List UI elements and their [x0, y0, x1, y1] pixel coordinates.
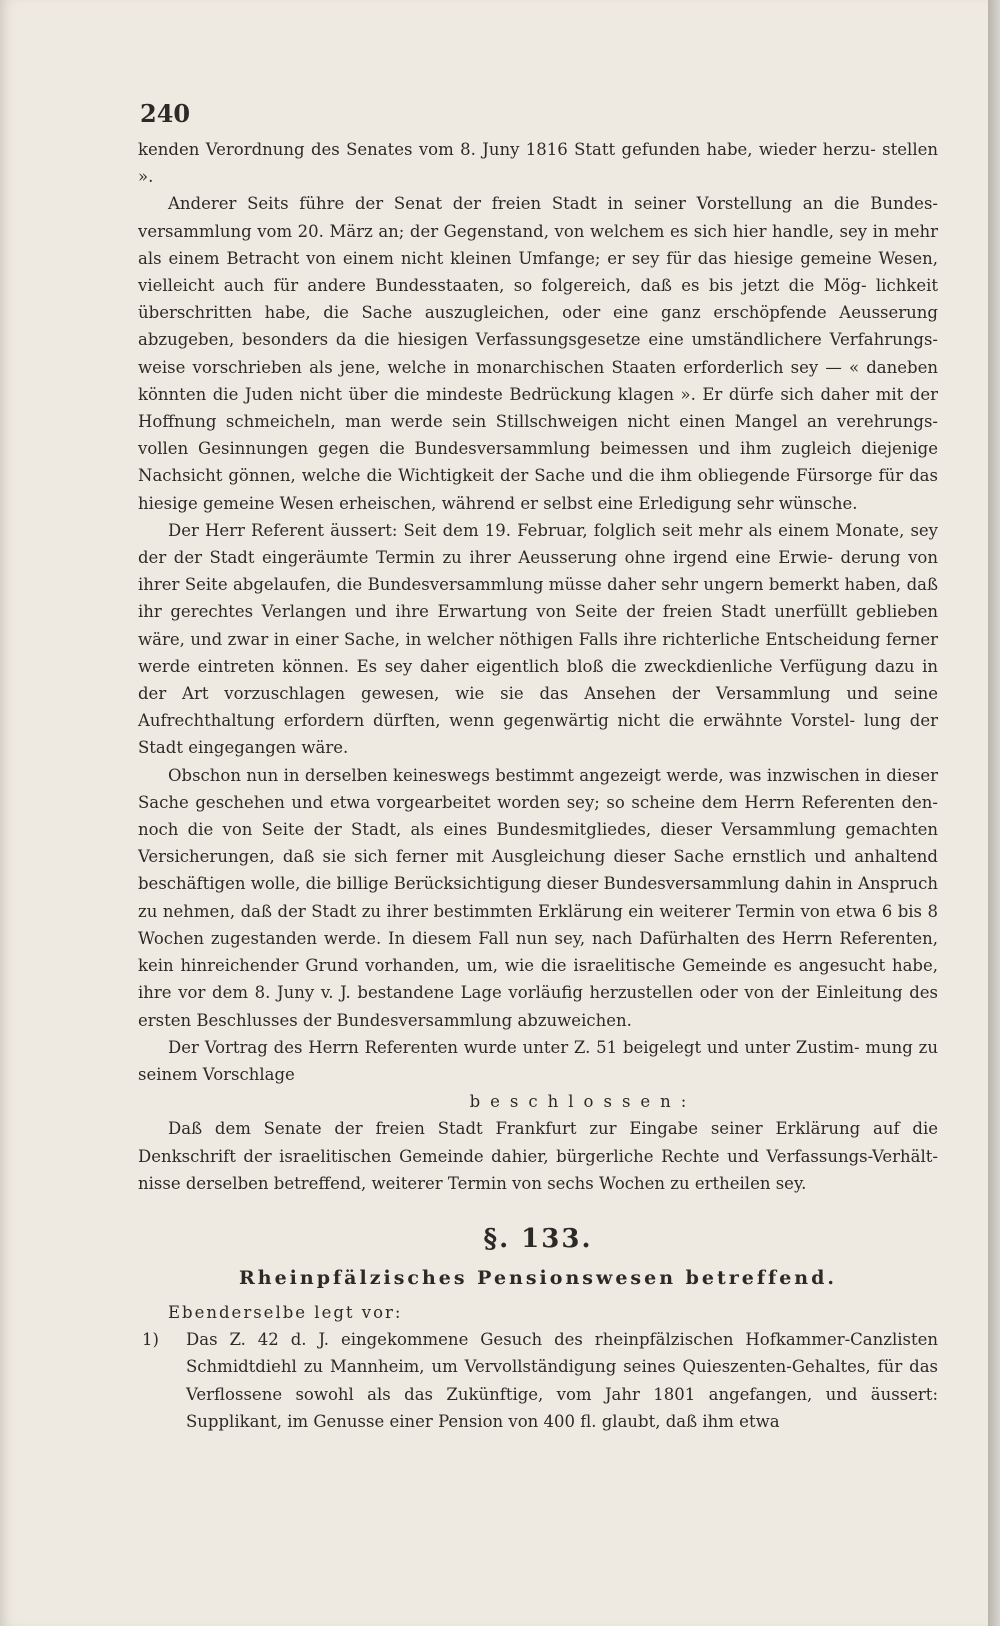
page-number: 240 [140, 99, 191, 128]
resolved-heading: beschlossen: [469, 1092, 697, 1112]
section-title: Rheinpfälzisches Pensionswesen betreffend. [238, 1266, 838, 1289]
list-item-text: Das Z. 42 d. J. eingekommene Gesuch des rheinpfälzischen Hofkammer-Canzlisten Schmidtdiehl zu Mannheim, um Vervollständigung seines Quieszenten-Gehaltes, für das Verflossene sowohl als das Zukünftige, vom Jahr 1801 angefangen, und äussert: Supplikant, im Genusse einer Pension von 400 fl. glaubt, daß ihm etwa [186, 1330, 938, 1431]
resolution-text: Daß dem Senate der freien Stadt Frankfurt zur Eingabe seiner Erklärung auf die Denkschrift der israelitischen Gemeinde dahier, bürgerliche Rechte und Verfassungs-Verhält- nisse derselben betreffend, weiterer Termin von sechs Wochen zu ertheilen sey. [138, 1119, 938, 1193]
paragraph-4: Obschon nun in derselben keineswegs bestimmt angezeigt werde, was inzwischen in dieser Sache geschehen und etwa vorgearbeitet worden sey; so scheine dem Herrn Referenten den- noch die von Seite der Stadt, als eines Bundesmitgliedes, dieser Versammlung gemachten Versicherungen, daß sie sich ferner mit Ausgleichung dieser Sache ernstlich und anhaltend beschäftigen wolle, die billige Berücksichtigung dieser Bundesversammlung dahin in Anspruch zu nehmen, daß der Stadt zu ihrer bestimmten Erklärung ein weiterer Termin von etwa 6 bis 8 Wochen zugestanden werde. In diesem Fall nun sey, nach Dafürhalten des Herrn Referenten, kein hinreichender Grund vorhanden, um, wie die israelitische Gemeinde es angesucht habe, ihre vor dem 8. Juny v. J. bestandene Lage vorläufig herzustellen oder von der Einleitung des ersten Beschlusses der Bundesversammlung abzuweichen. [138, 765, 938, 1030]
section-number: §. 133. [483, 1223, 593, 1254]
list-item-number: 1) [142, 1330, 159, 1350]
paragraph-3: Der Herr Referent äussert: Seit dem 19. Februar, folglich seit mehr als einem Monate, sey der der Stadt eingeräumte Termin zu ihrer Aeusserung ohne irgend eine Erwie- derung von ihrer Seite abgelaufen, die Bundesversammlung müsse daher sehr ungern bemerkt haben, daß ihr gerechtes Verlangen und ihre Erwartung von Seite der freien Stadt unerfüllt geblieben wäre, und zwar in einer Sache, in welcher nöthigen Falls ihre richterliche Entscheidung ferner werde eintreten können. Es sey daher eigentlich bloß die zweckdienliche Verfügung dazu in der Art vorzuschlagen gewesen, wie sie das Ansehen der Versammlung und seine Aufrechthaltung erfordern dürften, wenn gegenwärtig nicht die erwähnte Vorstel- lung der Stadt eingegangen wäre. [138, 520, 938, 758]
page-edge [988, 0, 1000, 1626]
list-item [138, 1326, 938, 1435]
paragraph-2: Anderer Seits führe der Senat der freien Stadt in seiner Vorstellung an die Bundes- versammlung vom 20. März an; der Gegenstand, von welchem es sich hier handle, sey in mehr als einem Betracht von einem nicht kleinen Umfange; er sey für das hiesige gemeine Wesen, vielleicht auch für andere Bundesstaaten, so folgereich, daß es bis jetzt die Mög- lichkeit überschritten habe, die Sache auszugleichen, oder eine ganz erschöpfende Aeusserung abzugeben, besonders da die hiesigen Verfassungsgesetze eine umständlichere Verfahrungs- weise vorschrieben als jene, welche in monarchischen Staaten erforderlich sey — « daneben könnten die Juden nicht über die mindeste Bedrückung klagen ». Er dürfe sich daher mit der Hoffnung schmeicheln, man werde sein Stillschweigen nicht einen Mangel an verehrungs- vollen Gesinnungen gegen die Bundesversammlung beimessen und ihm zugleich diejenige Nachsicht gönnen, welche die Wichtigkeit der Sache und die ihm obliegende Fürsorge für das hiesige gemeine Wesen erheischen, während er selbst eine Erledigung sehr wünsche. [138, 194, 938, 513]
paragraph-1: kenden Verordnung des Senates vom 8. Juny 1816 Statt gefunden habe, wieder herzu- stellen ». [138, 140, 938, 187]
text-column [138, 96, 938, 1435]
section-lead: Ebenderselbe legt vor: [168, 1302, 403, 1322]
paragraph-5: Der Vortrag des Herrn Referenten wurde unter Z. 51 beigelegt und unter Zustim- mung zu seinem Vorschlage [138, 1037, 938, 1084]
